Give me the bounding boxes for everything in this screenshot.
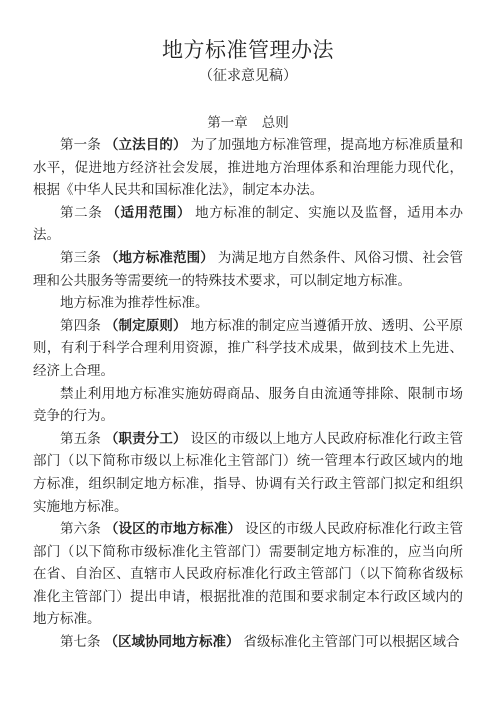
article-heading: （立法目的） [104, 137, 187, 153]
article-text: 地方标准的制定、实施以及监督，适用本办法。 [33, 204, 464, 244]
article-4 [33, 315, 463, 383]
article-number: 第七条 [60, 634, 101, 651]
article-2 [33, 202, 463, 247]
article-3 [33, 247, 463, 292]
article-number: 第四条 [60, 317, 101, 334]
paragraph [33, 383, 463, 428]
article-heading: （适用范围） [106, 204, 192, 221]
article-text: 省级标准化主管部门可以根据区域合 [243, 634, 460, 651]
article-number: 第五条 [60, 430, 101, 447]
document-subtitle: （征求意见稿） [199, 68, 297, 84]
chapter-name: 总则 [261, 115, 289, 131]
article-heading: （地方标准范围） [104, 249, 214, 266]
article-number: 第一条 [60, 137, 101, 153]
article-number: 第六条 [60, 521, 101, 538]
article-heading: （区域协同地方标准） [104, 634, 240, 651]
paragraph-text: 地方标准为推荐性标准。 [60, 295, 209, 312]
article-number: 第二条 [60, 204, 103, 221]
article-5 [33, 428, 463, 518]
article-1 [33, 134, 463, 202]
article-heading: （职责分工） [104, 430, 187, 447]
article-text: 设区的市级以上地方人民政府标准化行政主管部门（以下简称市级以上标准化主管部门）统一管理本行政区域内的地方标准，组织制定地方标准，指导、协调有关行政主管部门拟定和组织实施地方标准。 [33, 430, 463, 515]
article-6 [33, 518, 463, 631]
document-title: 地方标准管理办法 [162, 38, 334, 62]
paragraph [33, 292, 463, 315]
document-body [33, 134, 463, 654]
chapter-number: 第一章 [207, 115, 248, 131]
article-text: 为了加强地方标准管理，提高地方标准质量和水平，促进地方经济社会发展，推进地方治理体系和治理能力现代化，根据《中华人民共和国标准化法》，制定本办法。 [33, 137, 463, 199]
chapter-heading [0, 111, 496, 131]
article-7 [33, 631, 463, 654]
article-heading: （制定原则） [104, 317, 187, 334]
article-heading: （设区的市地方标准） [104, 521, 242, 538]
article-text: 地方标准的制定应当遵循开放、透明、公平原则，有利于科学合理利用资源，推广科学技术成果，做到技术上先进、经济上合理。 [33, 317, 463, 379]
article-number: 第三条 [60, 249, 101, 266]
article-text: 设区的市级人民政府标准化行政主管部门（以下简称市级标准化主管部门）需要制定地方标准的，应当向所在省、自治区、直辖市人民政府标准化行政主管部门（以下简称省级标准化主管部门）提出申请，根据批准的范围和要求制定本行政区域内的地方标准。 [33, 521, 463, 628]
paragraph-text: 禁止利用地方标准实施妨碍商品、服务自由流通等排除、限制市场竞争的行为。 [33, 385, 463, 425]
article-text: 为满足地方自然条件、风俗习惯、社会管理和公共服务等需要统一的特殊技术要求，可以制定地方标准。 [33, 249, 463, 289]
